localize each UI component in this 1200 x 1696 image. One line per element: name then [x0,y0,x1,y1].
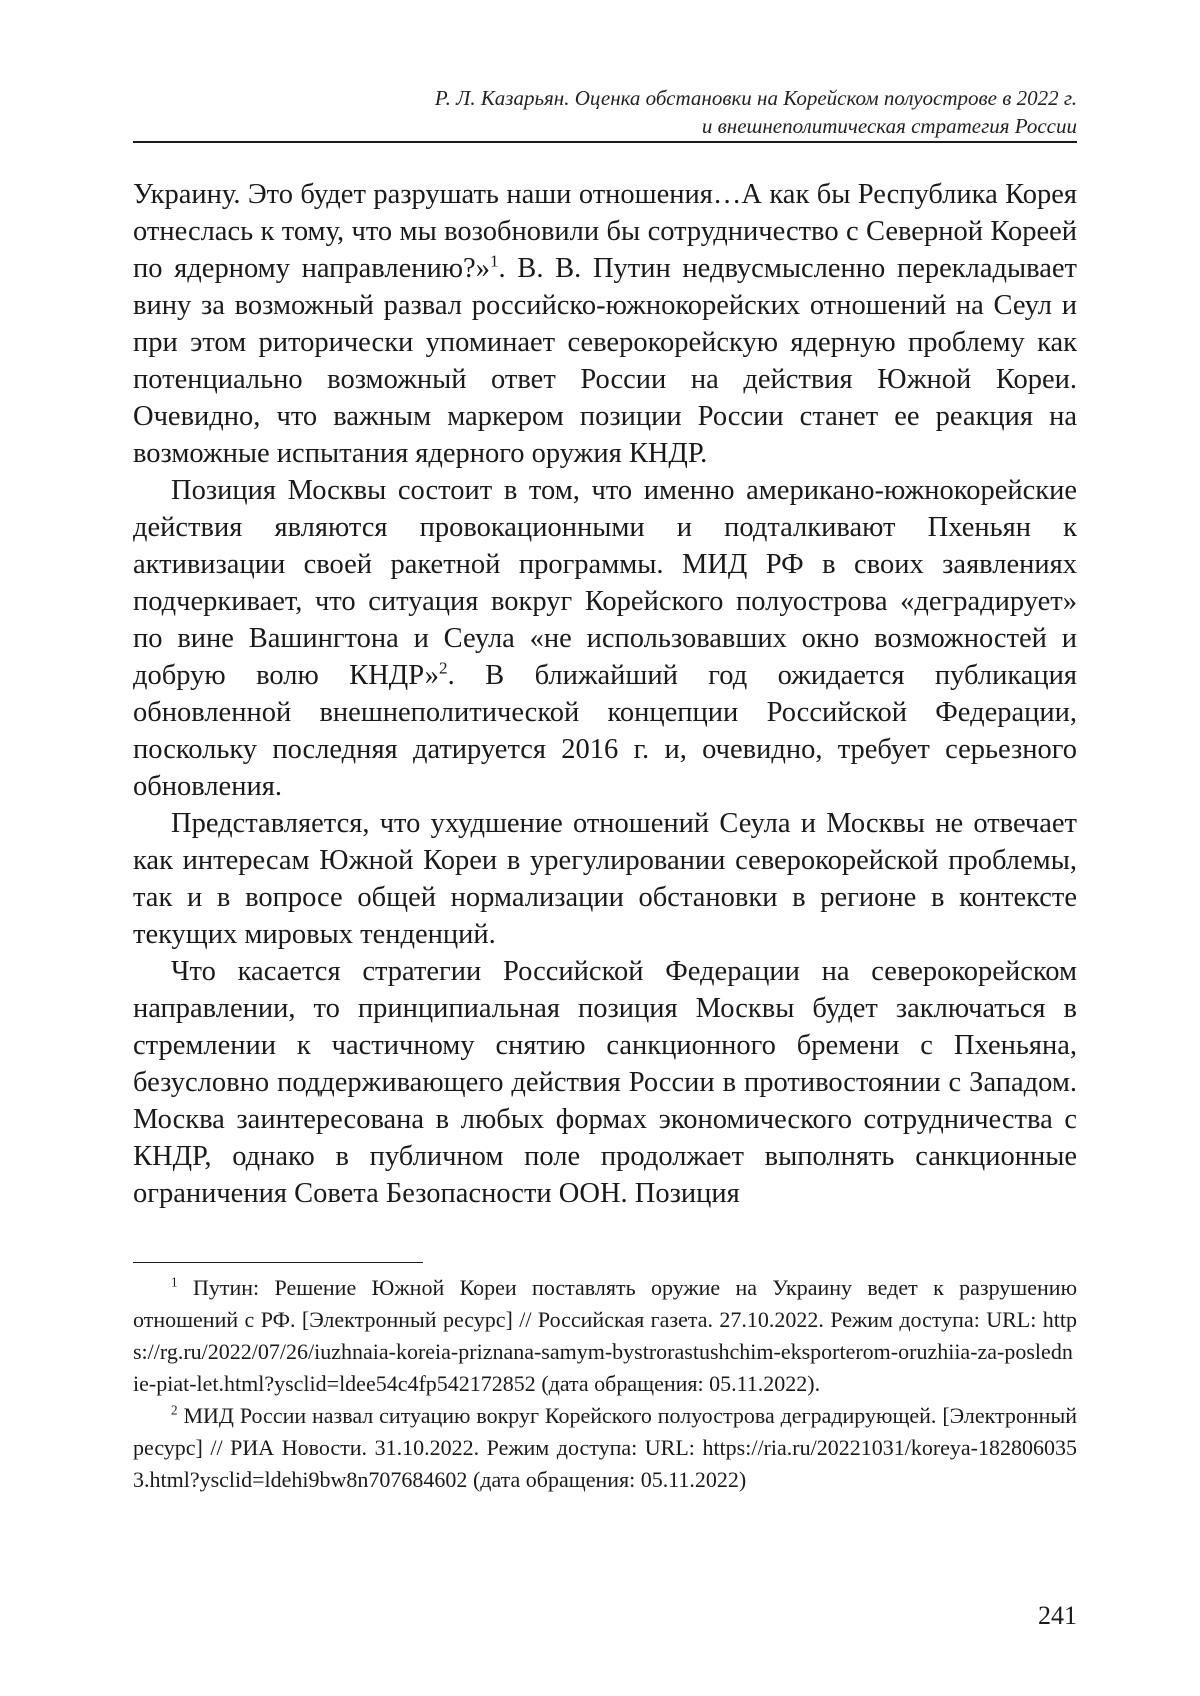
footnote-ref-2[interactable]: 2 [439,659,448,678]
paragraph-3-text: Представляется, что ухудшение отношений Сеула и Москвы не отве­чает как интересам Южной Кореи в урегулировании северокорейской проблемы, так и в вопросе общей нормализации обстановки в регионе в контексте текущих мировых тенденций. [133,808,1077,950]
running-header-line-1: Р. Л. Казарьян. Оценка обстановки на Корейском полуострове в 2022 г. [133,84,1077,112]
footnote-2-text: МИД России назвал ситуацию вокруг Корейского полуострова деградирующей. [Электронный ресурс] // РИА Новости. 31.10.2022. Режим доступа: URL: [133,1403,1077,1460]
footnote-2-number: 2 [171,1403,178,1418]
footnotes [133,1272,1077,1496]
paragraph-4 [133,953,1077,1212]
paragraph-4-text: Что касается стратегии Российской Федерации на северокорейском направлении, то принципиальная позиция Москвы будет заключаться в стремлении к частичному снятию санкционного бремени с Пхеньяна, безусловно поддерживающего действия России в противостоянии с Западом. Москва заинтересована в любых формах экономического сотрудничества с КНДР, однако в публичном поле продолжает выпол­нять санкционные ограничения Совета Безопасности ООН. Позиция [133,956,1077,1209]
document-page [0,0,1200,1696]
footnote-1 [133,1272,1077,1400]
footnote-rule [133,1262,423,1263]
paragraph-1-text-cont: . В. В. Путин недвус­мысленно перекладывает вину за возможный развал российско-южно­корейских отношений на Сеул и при этом риторически упоминает севе­рокорейскую ядерную проблему как потенциально возможный ответ России на действия Южной Кореи. Очевидно, что важным маркером позиции России станет ее реакция на возможные испытания ядерного оружия КНДР. [133,253,1077,469]
body-text [133,176,1077,1212]
footnote-1-text: Путин: Решение Южной Кореи поставлять оружие на Украину ведет к разрушению отношений с РФ. [Электронный ресурс] // Российская газета. 27.10.2022. Режим доступа: URL: [133,1275,1077,1332]
footnote-2-tail: (дата обращения: 05.11.2022) [467,1467,746,1492]
paragraph-1 [133,176,1077,472]
paragraph-2-text: Позиция Москвы состоит в том, что именно американо-южнокорей­ские действия являются провокационными и подталкивают Пхеньян к активизации своей ракетной программы. МИД РФ в своих заявлениях подчеркивает, что ситуация вокруг Корейского полуострова «дегради­рует» по вине Вашингтона и Сеула «не использовавших окно возможно­стей и добрую волю КНДР» [133,475,1077,691]
paragraph-2 [133,472,1077,805]
paragraph-2-text-cont: . В ближайший год ожидается публикация обновленной внешнеполитической концепции Российской Федерации, поскольку последняя датируется 2016 г. и, очевидно, требует серьезного обновления. [133,660,1077,802]
footnote-1-number: 1 [171,1275,178,1290]
footnote-ref-1[interactable]: 1 [490,252,499,271]
footnote-2 [133,1400,1077,1496]
running-header [133,84,1077,140]
footnote-1-link[interactable]: https://rg.ru/2022/07/26/iuzhnaia-koreia-priznana-samym-bystrorastushchim-eksporterom-oruzhiia-za-poslednie-piat-let.html?ysclid=ldee54c4fp542172852 [133,1307,1077,1396]
footnote-2-link[interactable]: https://ria.ru/20221031/koreya-1828060353.html?ysclid=ldehi9bw8n707684602 [133,1435,1077,1492]
page-number: 241 [1038,1600,1077,1632]
running-header-line-2: и внешнеполитическая стратегия России [133,112,1077,140]
paragraph-1-text: Украину. Это будет разрушать наши отношения…А как бы Республика Корея отнеслась к тому, что мы возобновили бы сотрудничество с Северной Кореей по ядерному направлению?» [133,179,1077,284]
footnote-1-tail: (дата обращения: 05.11.2022). [536,1371,820,1396]
paragraph-3 [133,805,1077,953]
header-rule [133,141,1077,143]
